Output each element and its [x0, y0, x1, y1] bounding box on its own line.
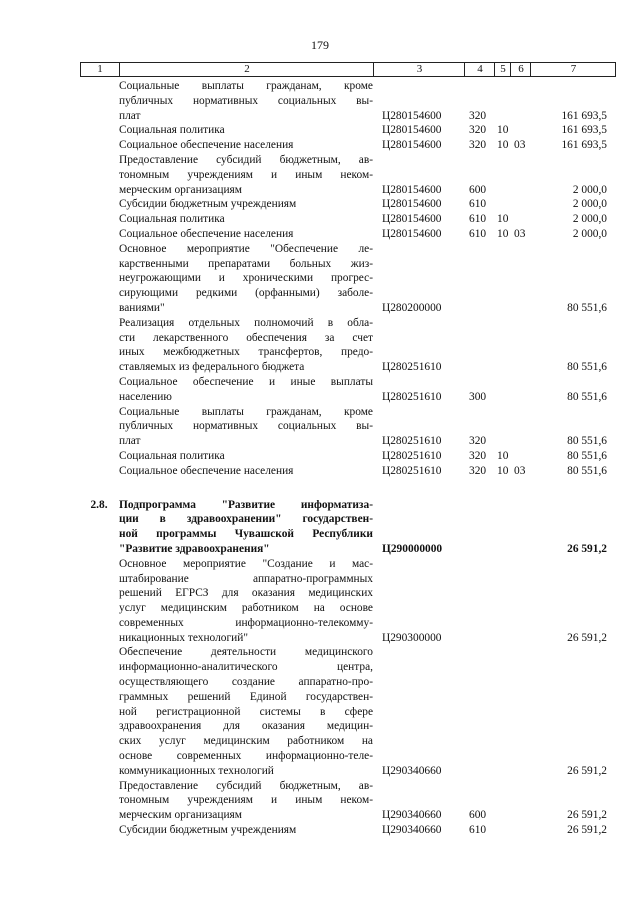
row-name-line: коммуникационных технологий — [119, 764, 274, 777]
row-code: Ц290300000 — [382, 631, 442, 644]
row-code: Ц280251610 — [382, 361, 442, 374]
row-name — [119, 557, 373, 646]
row-name-line: услуг медицинским работником на основе — [119, 602, 373, 615]
row-col4: 610 — [469, 824, 487, 837]
row-amount: 2 000,0 — [572, 198, 607, 211]
row-name-line: Социальная политика — [119, 213, 225, 226]
row-amount: 161 693,5 — [561, 124, 607, 137]
row-col4: 600 — [469, 183, 487, 196]
row-amount: 80 551,6 — [567, 390, 607, 403]
row-name-line: информационно-аналитического центра, — [119, 661, 373, 674]
row-name-line: Социальное обеспечение населения — [119, 464, 294, 477]
row-name-line: Социальные выплаты гражданам, кроме — [119, 405, 373, 418]
row-code: Ц290340660 — [382, 809, 442, 822]
table-row — [0, 823, 640, 838]
row-name-line: решений ЕГРСЗ для оказания медицинских — [119, 587, 373, 600]
row-col4: 320 — [469, 124, 487, 137]
row-name — [119, 498, 373, 557]
row-code: Ц280154600 — [382, 109, 442, 122]
row-col4: 320 — [469, 464, 487, 477]
row-name-line: сирующими редкими (орфанными) заболе- — [119, 287, 373, 300]
row-amount: 26 591,2 — [567, 824, 607, 837]
row-name — [119, 197, 373, 212]
table-row — [0, 449, 640, 464]
row-amount: 80 551,6 — [567, 301, 607, 314]
row-amount: 161 693,5 — [561, 139, 607, 152]
row-amount: 26 591,2 — [567, 809, 607, 822]
row-name-line: Социальное обеспечение населения — [119, 227, 294, 240]
row-name-line: публичных нормативных социальных вы- — [119, 420, 373, 433]
table-row — [0, 557, 640, 646]
row-code: Ц280154600 — [382, 124, 442, 137]
row-name — [119, 123, 373, 138]
row-name-line: населению — [119, 390, 172, 403]
row-name-line: мерческим организациям — [119, 809, 242, 822]
row-code: Ц280200000 — [382, 301, 442, 314]
row-name-line: иных межбюджетных трансфертов, предо- — [119, 346, 373, 359]
table-row — [0, 498, 640, 557]
table-row — [0, 79, 640, 123]
header-col-3: 3 — [373, 63, 465, 76]
row-name-line: осуществляющего создание аппаратно-про- — [119, 676, 373, 689]
row-name-line: никационных технологий" — [119, 631, 248, 644]
row-name-line: неугрожающими и хроническими прогрес- — [119, 272, 373, 285]
table-row — [0, 123, 640, 138]
row-amount: 2 000,0 — [572, 183, 607, 196]
row-amount: 26 591,2 — [567, 542, 607, 555]
row-col4: 610 — [469, 213, 487, 226]
row-amount: 80 551,6 — [567, 464, 607, 477]
row-name — [119, 227, 373, 242]
row-name-line: тономным учреждениям и иным неком- — [119, 168, 373, 181]
row-code: Ц280251610 — [382, 390, 442, 403]
row-name-line: ции в здравоохранении" государствен- — [119, 513, 373, 526]
row-name-line: Социальные выплаты гражданам, кроме — [119, 80, 373, 92]
row-name-line: Социальное обеспечение и иные выплаты — [119, 375, 373, 388]
row-name — [119, 138, 373, 153]
row-code: Ц280154600 — [382, 213, 442, 226]
row-name-line: Подпрограмма "Развитие информатиза- — [119, 498, 373, 511]
row-name-line: плат — [119, 109, 141, 122]
row-name-line: штабирование аппаратно-программных — [119, 572, 373, 585]
row-amount: 26 591,2 — [567, 764, 607, 777]
row-code: Ц280154600 — [382, 139, 442, 152]
page-number: 179 — [311, 38, 329, 52]
row-amount: 2 000,0 — [572, 227, 607, 240]
row-name-line: сти лекарственного обеспечения за счет — [119, 331, 373, 344]
row-name-line: Социальная политика — [119, 449, 225, 462]
row-name — [119, 316, 373, 375]
row-amount: 161 693,5 — [561, 109, 607, 122]
row-col5: 10 — [497, 449, 509, 462]
table-row — [0, 464, 640, 479]
row-col4: 610 — [469, 198, 487, 211]
header-col-5: 5 — [494, 63, 511, 76]
table-row — [0, 316, 640, 375]
row-name — [119, 449, 373, 464]
row-name-line: плат — [119, 435, 141, 448]
row-name-line: Субсидии бюджетным учреждениям — [119, 824, 297, 837]
row-name — [119, 212, 373, 227]
row-amount: 26 591,2 — [567, 631, 607, 644]
row-col4: 320 — [469, 449, 487, 462]
row-code: Ц280154600 — [382, 183, 442, 196]
row-name — [119, 823, 373, 838]
table-row — [0, 138, 640, 153]
row-amount: 80 551,6 — [567, 435, 607, 448]
row-name — [119, 375, 373, 405]
table-row — [0, 405, 640, 449]
row-col6: 03 — [514, 139, 526, 152]
row-col5: 10 — [497, 213, 509, 226]
row-name — [119, 464, 373, 479]
row-name-line: ставляемых из федерального бюджета — [119, 361, 305, 374]
row-col5: 10 — [497, 227, 509, 240]
table-row — [0, 197, 640, 212]
row-amount: 80 551,6 — [567, 449, 607, 462]
header-col-4: 4 — [464, 63, 495, 76]
table-header — [80, 62, 616, 77]
row-name — [119, 153, 373, 197]
row-name-line: "Развитие здравоохранения" — [119, 542, 270, 555]
row-name — [119, 405, 373, 449]
row-name-line: Основное мероприятие "Обеспечение ле- — [119, 242, 373, 255]
row-name-line: ной программы Чувашской Республики — [119, 528, 373, 541]
header-col-2: 2 — [119, 63, 374, 76]
row-name-line: Социальная политика — [119, 124, 225, 137]
row-col4: 600 — [469, 809, 487, 822]
row-code: Ц280154600 — [382, 227, 442, 240]
header-col-7: 7 — [530, 63, 616, 76]
row-name-line: карственными препаратами больных жиз- — [119, 257, 373, 270]
row-name — [119, 79, 373, 123]
row-code: Ц280251610 — [382, 435, 442, 448]
table-body — [0, 79, 640, 838]
table-row — [0, 153, 640, 197]
row-name-line: ских услуг медицинским работником на — [119, 735, 373, 748]
row-name-line: Основное мероприятие "Создание и мас- — [119, 557, 373, 570]
row-code: Ц290000000 — [382, 542, 443, 555]
row-col6: 03 — [514, 227, 526, 240]
row-name — [119, 779, 373, 823]
row-name-line: Предоставление субсидий бюджетным, ав- — [119, 779, 373, 792]
row-name-line: современных информационно-телекомму- — [119, 616, 373, 629]
row-number: 2.8. — [90, 498, 108, 511]
row-col6: 03 — [514, 464, 526, 477]
row-col5: 10 — [497, 139, 509, 152]
row-code: Ц280251610 — [382, 449, 442, 462]
row-name-line: ваниями" — [119, 301, 165, 314]
row-name-line: мерческим организациям — [119, 183, 242, 196]
row-name-line: Социальное обеспечение населения — [119, 139, 294, 152]
row-code: Ц290340660 — [382, 824, 442, 837]
row-code: Ц290340660 — [382, 764, 442, 777]
row-name-line: ной регистрационной системы в сфере — [119, 705, 373, 718]
row-name — [119, 242, 373, 316]
table-row — [0, 645, 640, 778]
row-col5: 10 — [497, 124, 509, 137]
row-col5: 10 — [497, 464, 509, 477]
row-code: Ц280154600 — [382, 198, 442, 211]
table-row — [0, 242, 640, 316]
row-name-line: тономным учреждениям и иным неком- — [119, 794, 373, 807]
row-name-line: основе современных информационно-теле- — [119, 750, 373, 763]
row-name-line: публичных нормативных социальных вы- — [119, 94, 373, 107]
row-col4: 300 — [469, 390, 487, 403]
header-col-1: 1 — [97, 63, 103, 75]
row-name-line: Предоставление субсидий бюджетным, ав- — [119, 153, 373, 166]
row-name-line: здравоохранения для оказания медицин- — [119, 720, 373, 733]
table-row — [0, 212, 640, 227]
row-name-line: граммных решений Единой государствен- — [119, 690, 373, 703]
row-col4: 320 — [469, 435, 487, 448]
row-col4: 320 — [469, 139, 487, 152]
row-name-line: Обеспечение деятельности медицинского — [119, 646, 373, 659]
table-row — [0, 779, 640, 823]
table-row — [0, 375, 640, 405]
row-amount: 2 000,0 — [572, 213, 607, 226]
header-col-6: 6 — [510, 63, 531, 76]
row-code: Ц280251610 — [382, 464, 442, 477]
row-name-line: Реализация отдельных полномочий в обла- — [119, 316, 373, 329]
row-name — [119, 645, 373, 778]
row-amount: 80 551,6 — [567, 361, 607, 374]
row-col4: 610 — [469, 227, 487, 240]
row-name-line: Субсидии бюджетным учреждениям — [119, 198, 297, 211]
row-col4: 320 — [469, 109, 487, 122]
table-row — [0, 227, 640, 242]
